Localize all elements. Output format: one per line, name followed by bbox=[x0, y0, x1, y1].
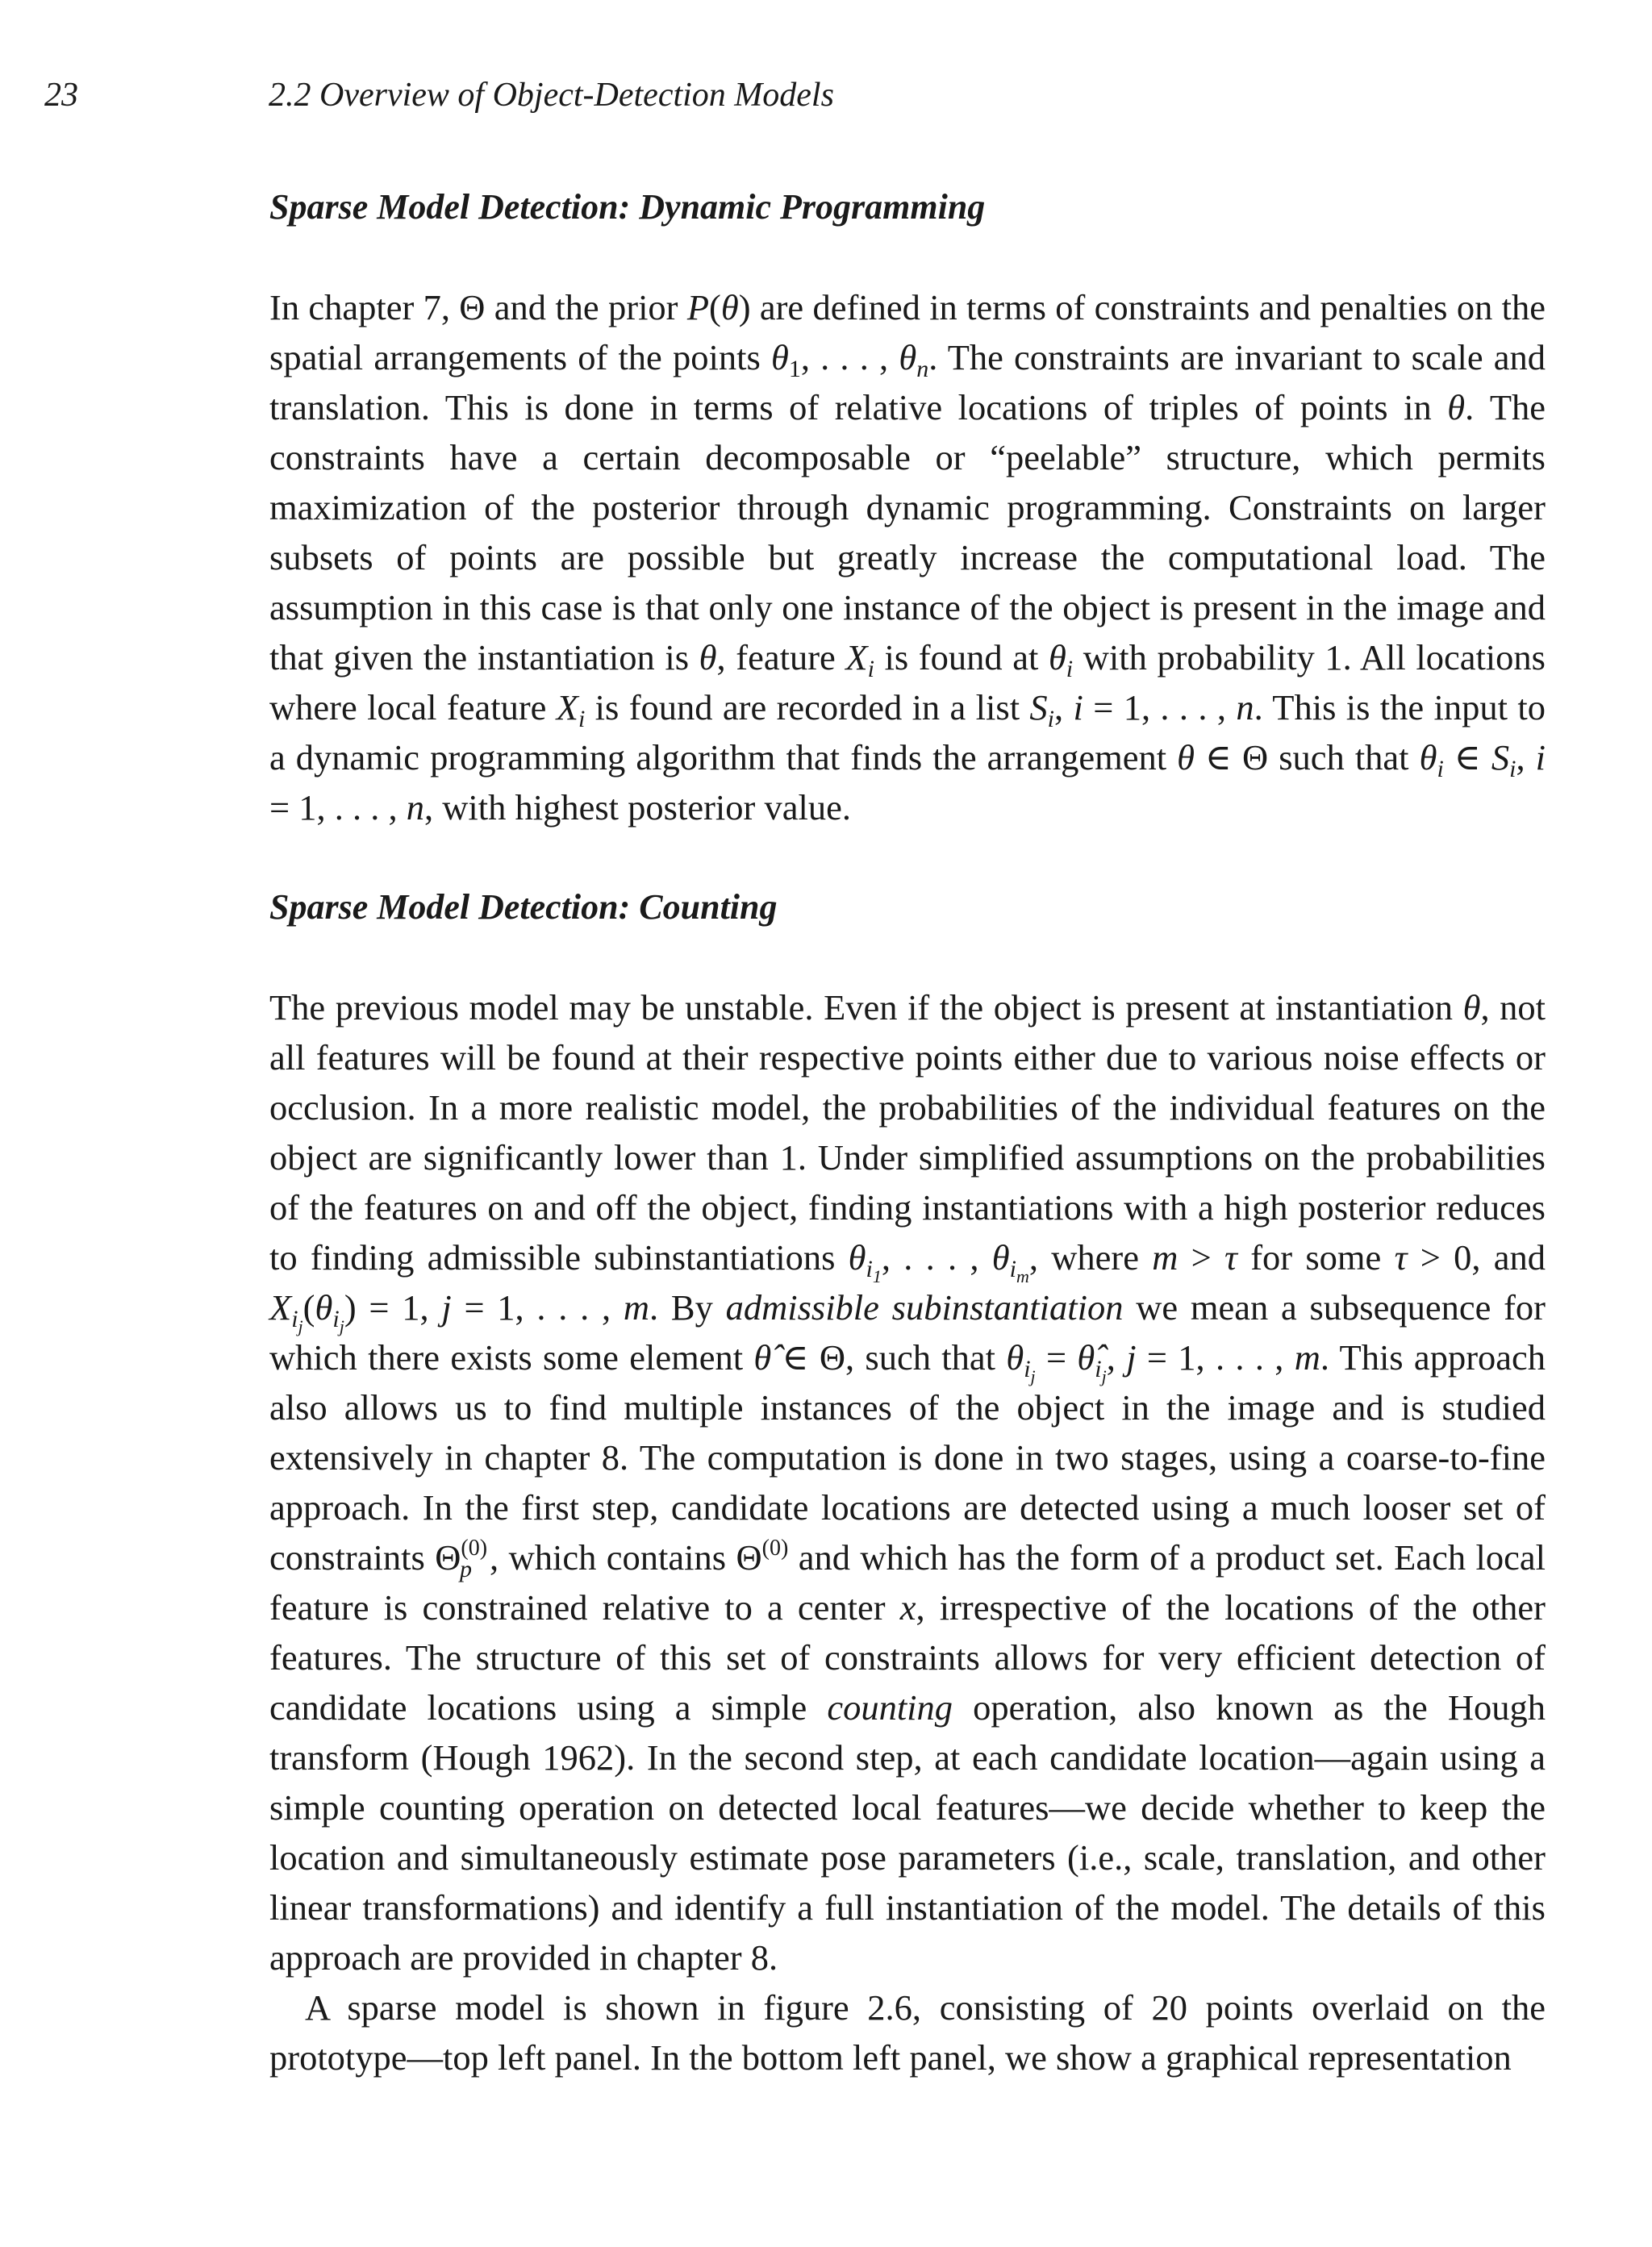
subheading-counting: Sparse Model Detection: Counting bbox=[269, 887, 778, 927]
body-text bbox=[269, 182, 1546, 2082]
running-head-section: 2.2 Overview of Object-Detection Models bbox=[269, 77, 834, 114]
page-number: 23 bbox=[44, 77, 78, 114]
running-head bbox=[44, 71, 1577, 119]
paragraph-counting: The previous model may be unstable. Even if the object is present at instantiation θ, not all features will be found at their respective points either due to various noise effects or occlusion. In a more realistic model, the probabilities of the individual features on the object are significantly lower than 1. Under simplified assumptions on the probabilities of the features on and off the object, finding instantiations with a high posterior reduces to finding admissible subinstantiations $\theta_{i_1}$, . . . , $\theta_{i_m}$, where m > τ for some τ > 0, and $X_{i_j}(\theta_{i_j}) = 1$, j = 1, . . . , m. By admissible subinstantiation we mean a subsequence for which there exists some element θ̂ ∈ Θ, such that $\theta_{i_j}$ = $\thetâ_{i_j}$, j = 1, . . . , m. This approach also allows us to find multiple instances of the object in the image and is studied extensively in chapter 8. The computation is done in two stages, using a coarse-to-fine approach. In the first step, candidate locations are detected using a much looser set of constraints $\Theta^{(0)}_p$ , which contains $\Theta^{(0)}$ and which has the form of a product set. Each local feature is constrained relative to a center x, irrespective of the locations of the other features. The structure of this set of constraints allows for very efficient detection of candidate locations using a simple counting operation, also known as the Hough transform (Hough 1962). In the second step, at each candidate location—again using a simple counting operation on detected local features—we decide whether to keep the location and simultaneously estimate pose parameters (i.e., scale, translation, and other linear transformations) and identify a full instantiation of the model. The details of this approach are provided in chapter 8. bbox=[269, 987, 1546, 1978]
subheading-dynamic-programming: Sparse Model Detection: Dynamic Programming bbox=[269, 187, 986, 227]
paragraph-sparse-model-figure: A sparse model is shown in figure 2.6, consisting of 20 points overlaid on the prototype—top left panel. In the bottom left panel, we show a graphical representation bbox=[269, 1987, 1546, 2078]
paragraph-dynamic-programming: In chapter 7, Θ and the prior P(θ) are defined in terms of constraints and penalties on the spatial arrangements of the points $\theta_1$, . . . , $\theta_n$. The constraints are invariant to scale and translation. This is done in terms of relative locations of triples of points in θ. The constraints have a certain decomposable or “peelable” structure, which permits maximization of the posterior through dynamic programming. Constraints on larger subsets of points are possible but greatly increase the computational load. The assumption in this case is that only one instance of the object is present in the image and that given the instantiation is θ, feature $X_i$ is found at $\theta_i$ with probability 1. All locations where local feature $X_i$ is found are recorded in a list $S_i$, i = 1, . . . , n. This is the input to a dynamic programming algorithm that finds the arrangement θ ∈ Θ such that $\theta_i$ ∈ $S_i$, i = 1, . . . , n, with highest posterior value. bbox=[269, 287, 1546, 828]
